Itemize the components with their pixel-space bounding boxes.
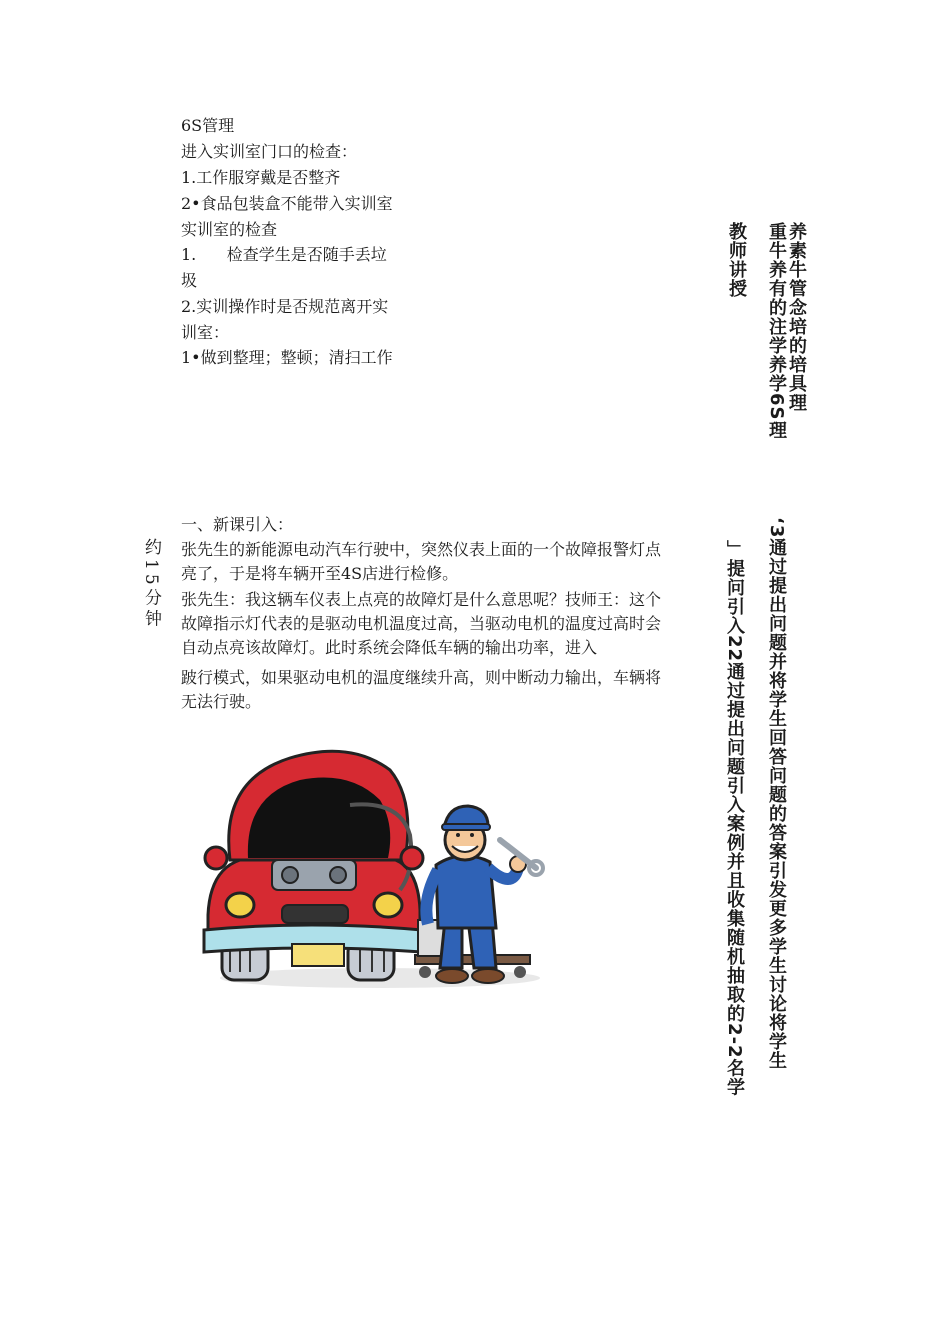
goal-column-2: ‘3通过提出问题并将学生回答问题的答案引发更多学生讨论将学生	[766, 517, 787, 1071]
lesson-line: 自动点亮该故障灯。此时系统会降低车辆的输出功率，进入	[181, 638, 598, 657]
lesson-line: 跛行模式，如果驱动电机的温度继续升高，则中断动力输出，车辆将	[181, 668, 662, 687]
lesson-heading: 一、新课引入：	[181, 515, 294, 534]
lesson-line: 张先生的新能源电动汽车行驶中，突然仪表上面的一个故障报警灯点	[181, 540, 662, 559]
lesson-line: 亮了，于是将车辆开至4S店进行检修。	[181, 564, 459, 583]
text-line: 进入实训室门口的检查：	[181, 142, 358, 161]
text-line: 2.实训操作时是否规范离开实	[181, 297, 389, 316]
mechanic-with-car-illustration	[200, 740, 545, 995]
text-line: 圾	[181, 271, 198, 290]
goal-column-a: 养素牛管念培的培具理	[786, 222, 807, 412]
text-line: 6S管理	[181, 116, 235, 135]
text-line: 1. 检查学生是否随手丢垃	[181, 245, 387, 264]
lesson-line: 故障指示灯代表的是驱动电机温度过高，当驱动电机的温度过高时会	[181, 614, 662, 633]
text-line: 2•食品包装盒不能带入实训室	[181, 194, 393, 213]
teaching-method-label: 教师讲授	[726, 222, 747, 298]
lesson-line: 无法行驶。	[181, 692, 262, 711]
method-column-2: 」提问引入22通过提出问题引入案例并且收集随机抽取的2-2名学	[724, 540, 745, 1097]
text-line: 训室：	[181, 323, 230, 342]
text-line: 1•做到整理；整顿；清扫工作	[181, 348, 393, 367]
text-line: 实训室的检查	[181, 220, 278, 239]
goal-column-b: 重牛养有的注学养学6S理	[766, 222, 787, 440]
lesson-line: 张先生：我这辆车仪表上点亮的故障灯是什么意思呢？技师王：这个	[181, 590, 662, 609]
text-line: 1.工作服穿戴是否整齐	[181, 168, 341, 187]
time-label: 约15分钟	[141, 538, 161, 631]
